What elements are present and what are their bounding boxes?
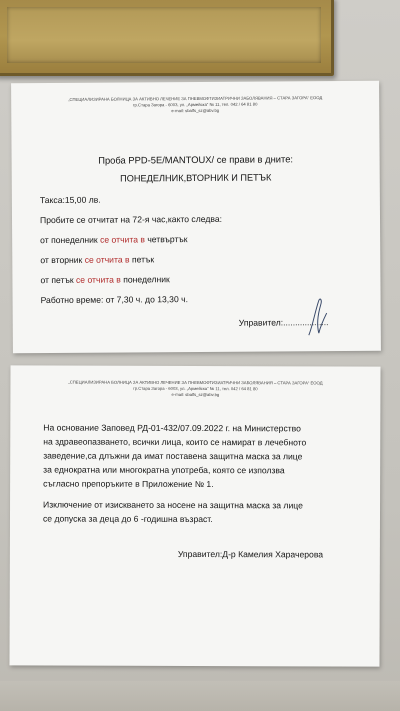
schedule-from: от понеделник xyxy=(40,234,98,246)
order-paragraph-line: съгласно препоръките в Приложение № 1. xyxy=(43,478,214,490)
wooden-notice-board xyxy=(0,0,334,76)
hospital-header xyxy=(11,95,379,116)
header-line: e-mail: sbalfs_sz@abv.bg xyxy=(171,391,220,398)
schedule-to: петък xyxy=(131,254,155,265)
manager-name: Управител:Д-р Камелия Харачерова xyxy=(177,548,324,560)
schedule-row xyxy=(40,234,187,245)
wall-bottom xyxy=(0,681,400,711)
header-line: гр.Стара Загора - 6003, ул. „Армейска“ № 11, тел. 042 / 64 81 80 xyxy=(133,385,258,392)
schedule-to: четвъртък xyxy=(147,234,188,245)
test-days: ПОНЕДЕЛНИК,ВТОРНИК И ПЕТЪК xyxy=(120,172,272,184)
tuberculin-test-notice xyxy=(11,81,381,354)
schedule-from: от петък xyxy=(40,274,74,286)
schedule-row xyxy=(40,254,154,265)
header-line: e-mail: sbalfs_sz@abv.bg xyxy=(171,107,220,114)
exception-paragraph-line: Изключение от изискването за носене на защитна маска за лице xyxy=(43,499,303,511)
notice-title: Проба PPD-5E/MANTOUX/ се прави в дните: xyxy=(98,153,294,166)
handwritten-signature xyxy=(305,295,331,339)
schedule-to: понеделник xyxy=(123,274,170,285)
hospital-header xyxy=(10,379,380,398)
order-paragraph-line: за еднократна или многократна употреба, която се използва xyxy=(43,464,285,476)
manager-signature-line: Управител:................... xyxy=(238,317,329,328)
header-line: „СПЕЦИАЛИЗИРАНА БОЛНИЦА ЗА АКТИВНО ЛЕЧЕНИЕ ЗА ПНЕВМОФТИЗИАТРИЧНИ ЗАБОЛЯВАНИЯ – СТАРА ЗАГОРА“ ЕООД xyxy=(68,95,323,102)
working-hours: Работно време: от 7,30 ч. до 13,30 ч. xyxy=(40,294,189,306)
reading-intro: Пробите се отчитат на 72-я час,както следва: xyxy=(39,213,223,226)
order-paragraph-line: заведение,са длъжни да имат поставена защитна маска за лице xyxy=(43,450,303,462)
header-line: „СПЕЦИАЛИЗИРАНА БОЛНИЦА ЗА АКТИВНО ЛЕЧЕНИЕ ЗА ПНЕВМОФТИЗИАТРИЧНИ ЗАБОЛЯВАНИЯ – СТАРА ЗАГОРА“ ЕООД xyxy=(68,379,323,386)
order-paragraph-line: На основание Заповед РД-01-432/07.09.2022 г. на Министерство xyxy=(43,422,301,434)
schedule-mid: се отчита в xyxy=(84,254,130,265)
header-line: гр.Стара Загора - 6003, ул. „Армейска“ № 11, тел. 042 / 64 81 80 xyxy=(132,101,258,108)
schedule-from: от вторник xyxy=(40,254,83,266)
face-mask-notice xyxy=(9,365,380,666)
board-panel xyxy=(7,7,321,63)
fee-text: Такса:15,00 лв. xyxy=(39,194,101,206)
order-paragraph-line: на здравеопазването, всички лица, които се намират в лечебното xyxy=(43,436,307,448)
schedule-mid: се отчита в xyxy=(75,274,121,285)
schedule-row xyxy=(40,274,169,285)
schedule-mid: се отчита в xyxy=(100,234,145,245)
exception-paragraph-line: се допуска за деца до 6 -годишна възраст. xyxy=(42,513,213,525)
